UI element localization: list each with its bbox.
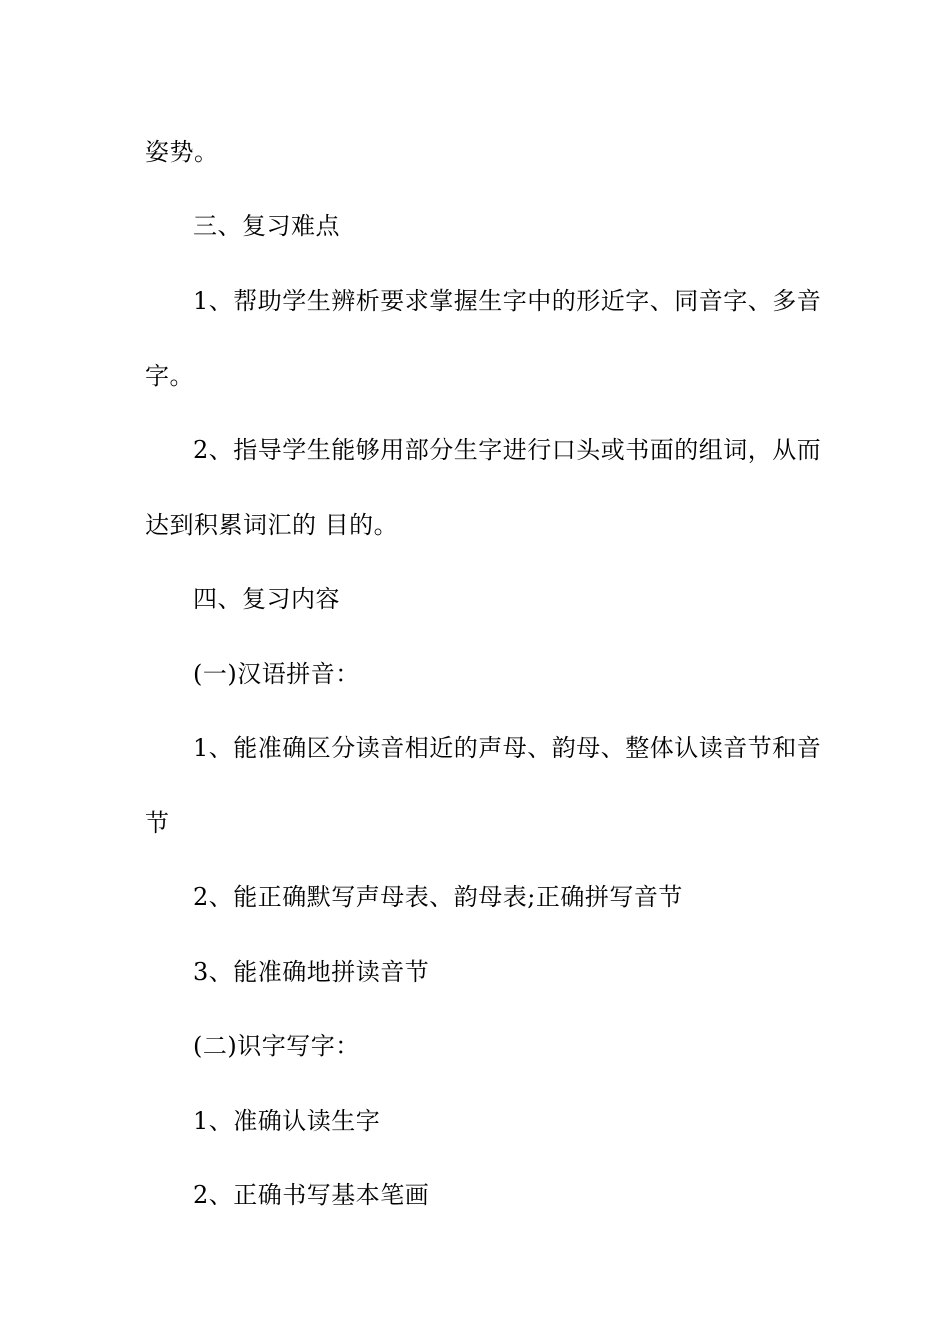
section-heading-content: 四、复习内容 bbox=[193, 585, 340, 613]
characters-item-1: 1、准确认读生字 bbox=[193, 1107, 381, 1135]
characters-item-2: 2、正确书写基本笔画 bbox=[193, 1181, 430, 1209]
pinyin-item-3: 3、能准确地拼读音节 bbox=[193, 958, 430, 986]
list-item-2-continuation: 达到积累词汇的 目的。 bbox=[145, 511, 399, 539]
pinyin-item-1-continuation: 节 bbox=[145, 809, 170, 837]
subheading-pinyin: (一)汉语拼音： bbox=[193, 660, 360, 688]
text-line-continuation: 姿势。 bbox=[145, 138, 219, 166]
list-item-2: 2、指导学生能够用部分生字进行口头或书面的组词，从而 bbox=[193, 436, 822, 464]
pinyin-item-1: 1、能准确区分读音相近的声母、韵母、整体认读音节和音 bbox=[193, 734, 822, 762]
subheading-characters: (二)识字写字： bbox=[193, 1032, 360, 1060]
list-item-1: 1、帮助学生辨析要求掌握生字中的形近字、同音字、多音 bbox=[193, 287, 822, 315]
pinyin-item-2: 2、能正确默写声母表、韵母表;正确拼写音节 bbox=[193, 883, 683, 911]
list-item-1-continuation: 字。 bbox=[145, 362, 194, 390]
section-heading-difficulties: 三、复习难点 bbox=[193, 212, 340, 240]
